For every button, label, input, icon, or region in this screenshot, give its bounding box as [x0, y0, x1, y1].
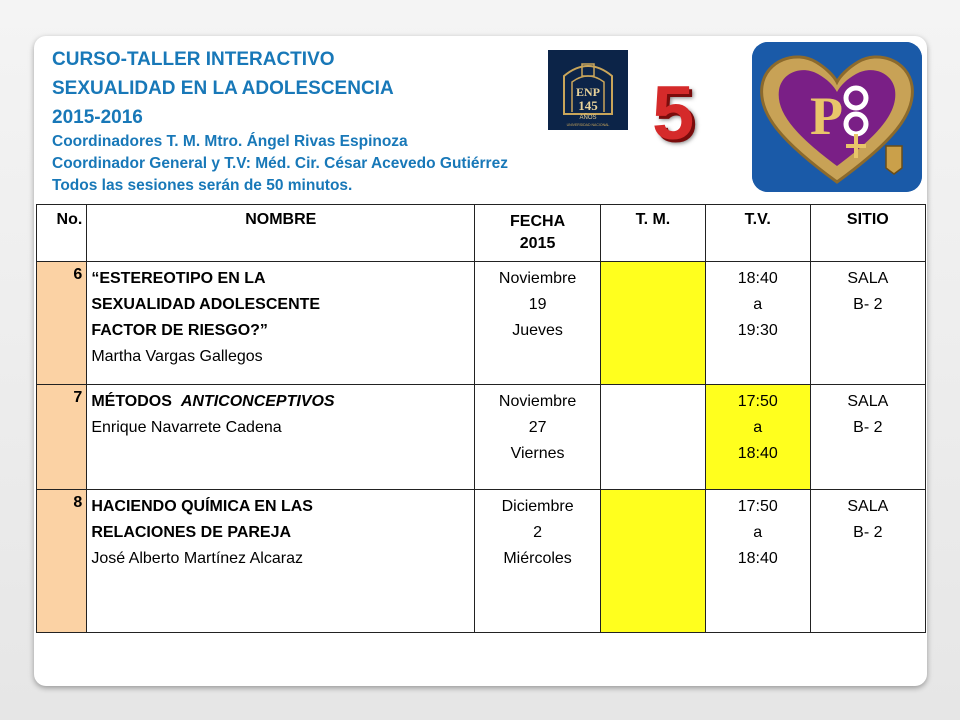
time-start: 18:40	[737, 270, 778, 287]
speaker-name: José Alberto Martínez Alcaraz	[91, 550, 303, 567]
table-row	[37, 385, 926, 490]
site-label: SALA	[847, 270, 889, 287]
heart-logo	[752, 42, 922, 192]
tm-cell	[600, 490, 705, 633]
session-title: “ESTEREOTIPO EN LA	[91, 270, 266, 287]
site-cell	[810, 262, 925, 385]
date-cell	[475, 490, 601, 633]
session-cell	[87, 490, 475, 633]
session-cell	[87, 385, 475, 490]
header-fecha-label: FECHA	[510, 213, 566, 230]
site-room: B- 2	[853, 524, 883, 541]
svg-text:P: P	[810, 86, 843, 146]
site-cell	[810, 490, 925, 633]
date-weekday: Miércoles	[503, 550, 572, 567]
session-title: HACIENDO QUÍMICA EN LAS	[91, 498, 313, 515]
header-no: No.	[37, 205, 87, 262]
header-sitio: SITIO	[810, 205, 925, 262]
header-fecha-year: 2015	[519, 235, 556, 252]
session-title: SEXUALIDAD ADOLESCENTE	[91, 296, 321, 313]
session-cell	[87, 262, 475, 385]
course-subtitle: SEXUALIDAD EN LA ADOLESCENCIA	[52, 78, 394, 99]
time-end: 18:40	[737, 445, 778, 462]
tv-cell	[705, 490, 810, 633]
svg-text:AÑOS: AÑOS	[579, 115, 597, 121]
table-header-row	[37, 205, 926, 262]
session-title: RELACIONES DE PAREJA	[91, 524, 292, 541]
slide	[34, 36, 927, 686]
time-start: 17:50	[737, 498, 778, 515]
date-month: Noviembre	[498, 393, 577, 410]
tm-cell	[600, 385, 705, 490]
speaker-name: Martha Vargas Gallegos	[91, 348, 263, 365]
tv-cell	[705, 385, 810, 490]
site-cell	[810, 385, 925, 490]
table-row	[37, 262, 926, 385]
session-duration-note: Todos las sesiones serán de 50 minutos.	[52, 177, 353, 194]
course-title: CURSO-TALLER INTERACTIVO	[52, 49, 335, 70]
site-label: SALA	[847, 498, 889, 515]
enp-logo	[548, 50, 628, 130]
date-weekday: Viernes	[510, 445, 565, 462]
date-month: Noviembre	[498, 270, 577, 287]
course-year: 2015-2016	[52, 107, 143, 128]
session-number: 5	[652, 71, 695, 156]
site-room: B- 2	[853, 296, 883, 313]
time-end: 19:30	[737, 322, 778, 339]
tv-cell	[705, 262, 810, 385]
speaker-name: Enrique Navarrete Cadena	[91, 419, 282, 436]
session-title-part: MÉTODOS	[91, 393, 181, 410]
coordinators-line: Coordinadores T. M. Mtro. Ángel Rivas Espinoza	[52, 133, 408, 150]
header-fecha	[475, 205, 601, 262]
general-coordinator-line: Coordinador General y T.V: Méd. Cir. César Acevedo Gutiérrez	[52, 155, 508, 172]
header-tm: T. M.	[600, 205, 705, 262]
schedule-table	[36, 204, 926, 633]
tm-cell	[600, 262, 705, 385]
time-start: 17:50	[737, 393, 778, 410]
date-day: 19	[528, 296, 547, 313]
row-number: 6	[37, 262, 87, 385]
site-label: SALA	[847, 393, 889, 410]
date-day: 2	[533, 524, 543, 541]
header-nombre: NOMBRE	[87, 205, 475, 262]
date-weekday: Jueves	[512, 322, 563, 339]
date-cell	[475, 385, 601, 490]
time-end: 18:40	[737, 550, 778, 567]
header-tv: T.V.	[705, 205, 810, 262]
site-room: B- 2	[853, 419, 883, 436]
date-day: 27	[528, 419, 547, 436]
svg-text:ENP: ENP	[576, 85, 600, 99]
row-number: 7	[37, 385, 87, 490]
table-row	[37, 490, 926, 633]
session-title-italic: ANTICONCEPTIVOS	[180, 393, 335, 410]
svg-text:145: 145	[578, 98, 598, 113]
time-separator: a	[753, 524, 763, 541]
session-title	[91, 389, 470, 415]
heart-emblem-icon	[752, 42, 922, 192]
session-title: FACTOR DE RIESGO?”	[91, 322, 268, 339]
date-month: Diciembre	[501, 498, 574, 515]
row-number: 8	[37, 490, 87, 633]
time-separator: a	[753, 419, 763, 436]
enp-crest-icon	[548, 50, 628, 130]
date-cell	[475, 262, 601, 385]
time-separator: a	[753, 296, 763, 313]
svg-text:UNIVERSIDAD NACIONAL: UNIVERSIDAD NACIONAL	[566, 123, 610, 127]
